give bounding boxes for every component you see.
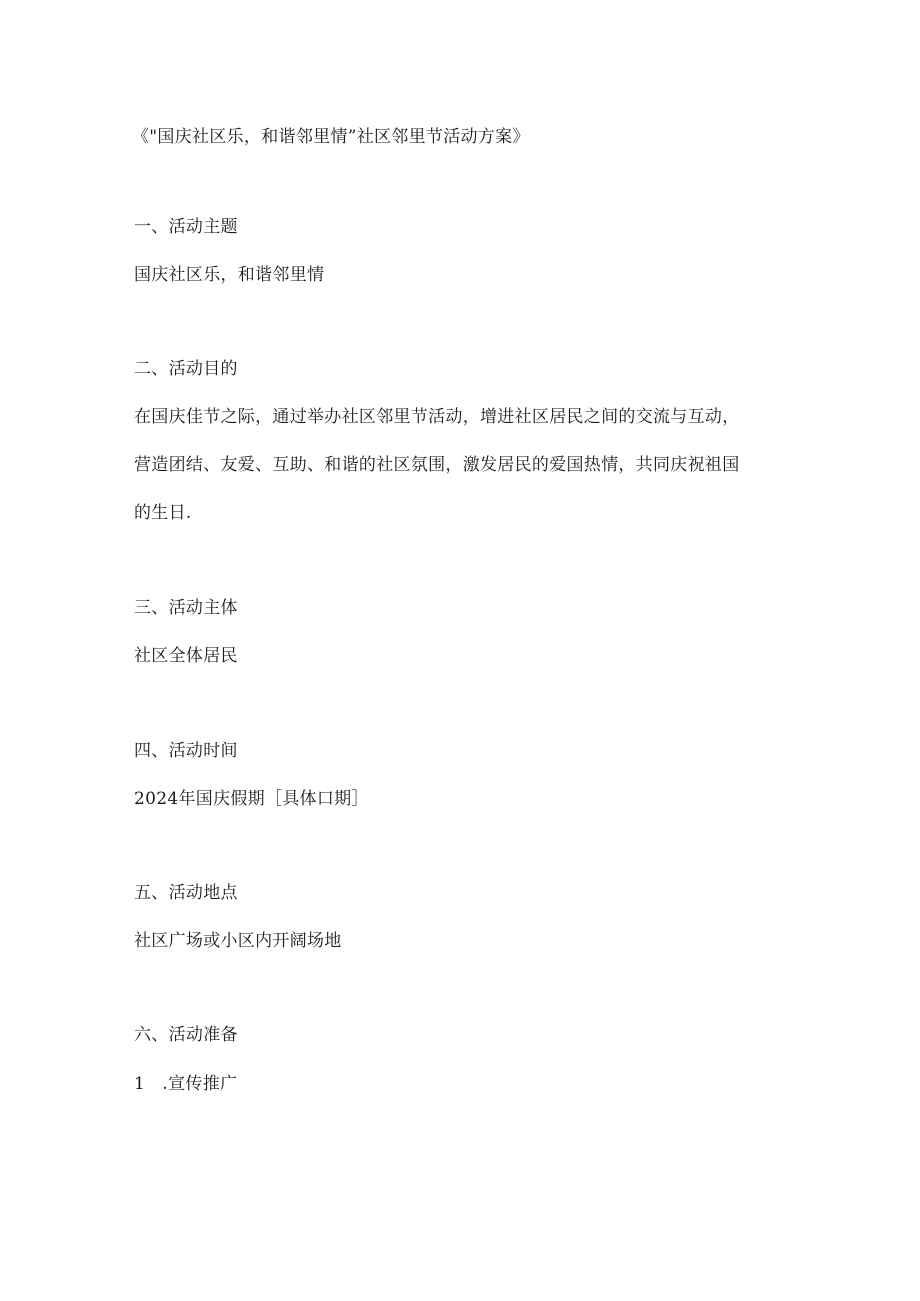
section-heading-participants: 三、活动主体 — [134, 598, 238, 618]
paragraph-line: 社区全体居民 — [134, 646, 238, 666]
section-heading-purpose: 二、活动目的 — [134, 359, 238, 379]
section-heading-location: 五、活动地点 — [134, 883, 238, 903]
paragraph-line: 1 .宣传推广 — [134, 1074, 238, 1094]
section-heading-theme: 一、活动主题 — [134, 217, 238, 237]
section-heading-time: 四、活动时间 — [134, 741, 238, 761]
paragraph-line: 2024年国庆假期［具体口期］ — [134, 789, 369, 809]
document-title: 《"国庆社区乐，和谐邻里情”社区邻里节活动方案》 — [132, 127, 530, 147]
paragraph-line: 的生日. — [134, 503, 192, 523]
paragraph-line: 社区广场或小区内开阔场地 — [134, 931, 342, 951]
paragraph-line: 营造团结、友爱、互助、和谐的社区氛围，激发居民的爱国热情，共同庆祝祖国 — [134, 455, 740, 475]
section-heading-preparation: 六、活动准备 — [134, 1025, 238, 1045]
paragraph-line: 在国庆佳节之际，通过举办社区邻里节活动，增进社区居民之间的交流与互动， — [134, 407, 740, 427]
paragraph-line: 国庆社区乐，和谐邻里情 — [134, 265, 325, 285]
